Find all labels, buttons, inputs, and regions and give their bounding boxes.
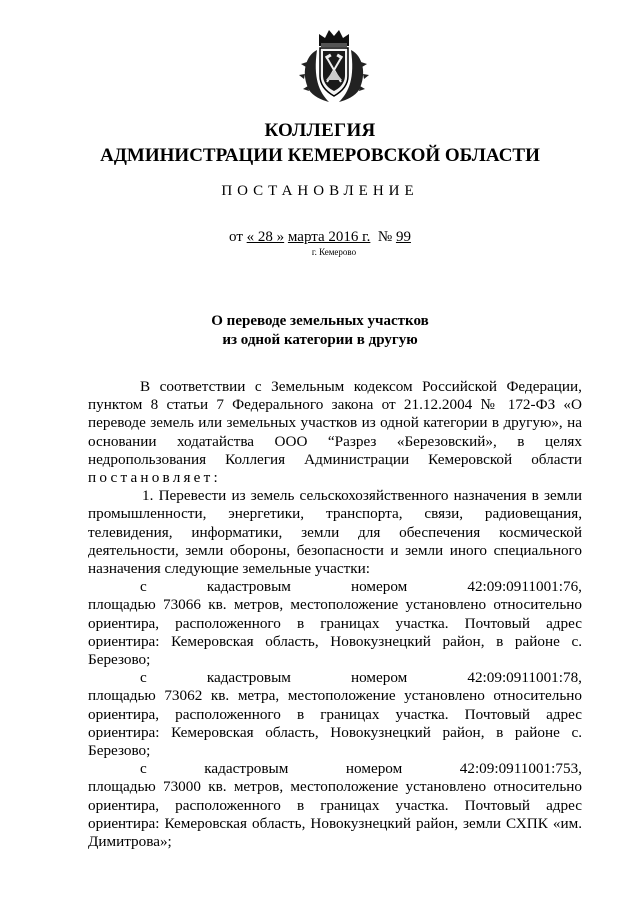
paragraph1-line5-word: Коллегия (225, 450, 286, 468)
document-title-line1: О переводе земельных участков (211, 313, 429, 329)
document-title-line2: из одной категории в другую (222, 332, 418, 348)
parcel-1-head-word: 42:09:0911001:76, (467, 578, 582, 596)
parcel-3-head-word: кадастровым (204, 760, 289, 778)
date-number-line (0, 229, 640, 246)
paragraph1-line1-word: В (140, 378, 151, 395)
parcel-2-head-word: с (140, 669, 147, 687)
paragraph1-line4-word: “Разрез (327, 432, 377, 450)
document-type: ПОСТАНОВЛЕНИЕ (221, 183, 419, 199)
paragraph1-line4-word: основании (88, 432, 157, 450)
parcel-3-head-word: 42:09:0911001:753, (459, 760, 582, 778)
parcel-2-head-word: номером (350, 669, 408, 687)
paragraph1-line1 (88, 378, 582, 396)
parcel-1-head-word: с (140, 578, 147, 596)
paragraph1-line4-word: ООО (274, 432, 308, 450)
item-1: 1. Перевести из земель сельскохозяйственного назначения в земли промышленности, энергетики, транспорта, связи, радиовещания, телевидения, информатики, земли для обеспечения космической деятельности, земли обороны, безопасности и земли иного специального назначения следующие земельные участки: (88, 487, 582, 578)
paragraph1-line2: пунктом 8 статьи 7 Федерального закона от 21.12.2004 № 172-ФЗ «О (88, 396, 582, 414)
parcel-3-text: площадью 73000 кв. метров, местоположение установлено относительно ориентира, расположенного в границах участка. Почтовый адрес ориентира: Кемеровская область, Новокузнецкий район, земли СХПК «им. Димитрова»; (88, 778, 582, 851)
paragraph1-line5-word: недропользования (88, 450, 207, 468)
date-day: « 28 » (246, 229, 285, 245)
organization-name-line2: АДМИНИСТРАЦИИ КЕМЕРОВСКОЙ ОБЛАСТИ (100, 145, 540, 166)
document-number: 99 (395, 229, 411, 245)
city: г. Кемерово (311, 247, 357, 257)
parcel-1-head-word: кадастровым (206, 578, 291, 596)
paragraph1-line4-word: в (517, 432, 525, 450)
paragraph1-line1-word: Российской (422, 378, 497, 395)
paragraph1-line4-word: целях (544, 432, 582, 450)
parcel-2-head-word: кадастровым (206, 669, 291, 687)
organization-name-line1: КОЛЛЕГИЯ (264, 120, 376, 141)
coat-of-arms-emblem (299, 26, 369, 104)
paragraph1-line1-word: кодексом (353, 378, 413, 395)
paragraph1-line4-word: ходатайства (177, 432, 255, 450)
parcel-1-head-word: номером (350, 578, 408, 596)
resolves-word: постановляет: (88, 469, 221, 487)
number-sign: № (377, 229, 393, 245)
document-body (88, 378, 582, 851)
parcel-2-head (88, 669, 582, 687)
paragraph1-line5-word: Кемеровской (428, 450, 513, 468)
paragraph1-line1-word: Земельным (271, 378, 345, 395)
paragraph1-line4-word: «Березовский», (396, 432, 497, 450)
parcel-3-head (88, 760, 582, 778)
paragraph1-line4 (88, 433, 582, 451)
date-prefix: от (229, 229, 243, 245)
parcel-2-text: площадью 73062 кв. метра, местоположение установлено относительно ориентира, расположенного в границах участка. Почтовый адрес ориентира: Кемеровская область, Новокузнецкий район, в районе с. Березово; (88, 687, 582, 760)
parcel-1-head (88, 578, 582, 596)
parcel-2-head-word: 42:09:0911001:78, (467, 669, 582, 687)
paragraph1-line1-word: Федерации, (506, 378, 582, 395)
paragraph1-line5-word: Администрации (304, 450, 410, 468)
paragraph1-line5-word: области (531, 450, 582, 468)
parcel-3-head-word: номером (345, 760, 403, 778)
paragraph1-line1-word: соответствии (159, 378, 246, 395)
parcel-1-text: площадью 73066 кв. метров, местоположение установлено относительно ориентира, расположенного в границах участка. Почтовый адрес ориентира: Кемеровская область, Новокузнецкий район, в районе с. Березово; (88, 596, 582, 669)
paragraph1-line1-word: с (254, 378, 262, 395)
date-month-year: марта 2016 г. (287, 229, 371, 245)
paragraph1-line3: переводе земель или земельных участков из одной категории в другую», на (88, 414, 582, 432)
paragraph1-line5 (88, 451, 582, 469)
parcel-3-head-word: с (140, 760, 147, 778)
